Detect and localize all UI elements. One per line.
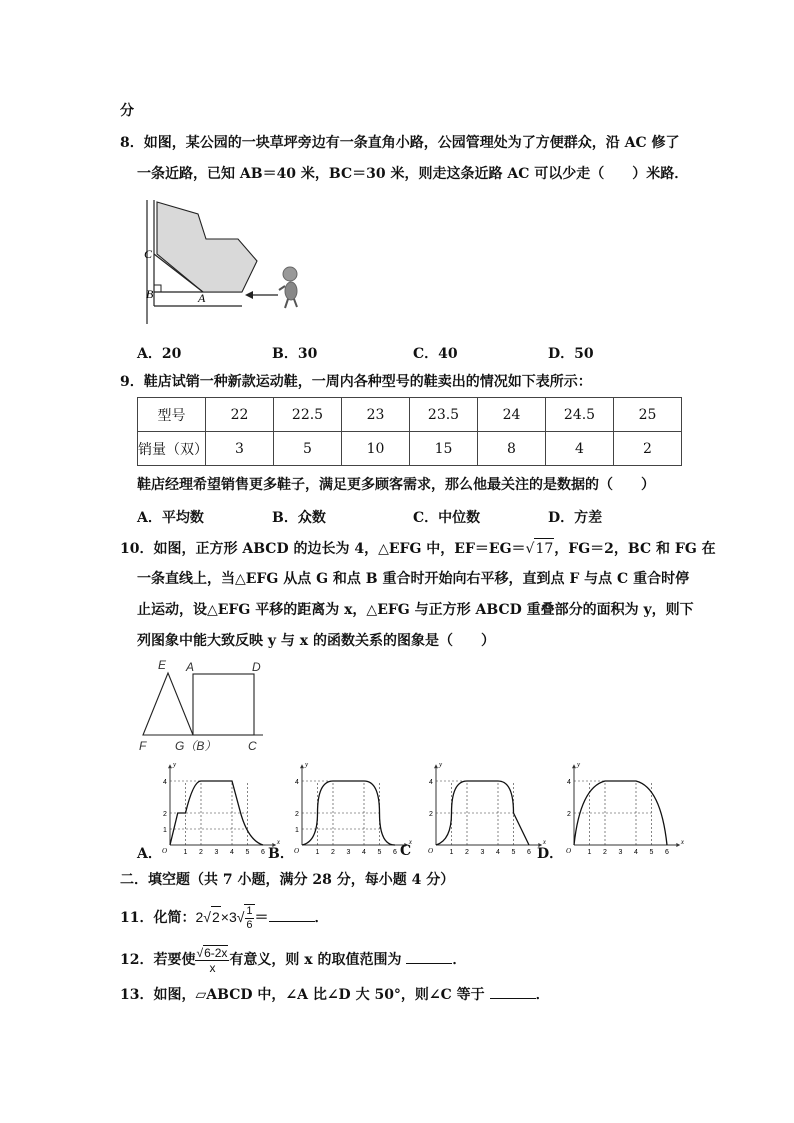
q10-stem-line3: 止运动，设△EFG 平移的距离为 x，△EFG 与正方形 ABCD 重叠部分的面积为 y，则下 xyxy=(137,602,694,618)
q9-size-cell: 25 xyxy=(614,398,682,432)
q11-line: 11．化简：2√2×3√ $\frac{1}{6}$ ＝ ． xyxy=(120,905,329,931)
q9-option-b[interactable]: B．众数 xyxy=(272,510,326,526)
q11-end: ． xyxy=(314,910,329,927)
q11-radicand: 2 xyxy=(211,906,221,927)
previous-question-fragment: 分 xyxy=(120,103,134,119)
q9-sales-cell: 2 xyxy=(614,432,682,466)
x-tick-label: 5 xyxy=(377,849,382,856)
q11-prefix: 11．化简： xyxy=(120,910,196,927)
origin-label: O xyxy=(566,847,572,855)
q9-size-row xyxy=(138,398,682,432)
q9-sales-cell: 10 xyxy=(342,432,410,466)
y-tick-label: 4 xyxy=(295,779,299,786)
y-axis-label: y xyxy=(577,760,581,769)
x-tick-label: 1 xyxy=(183,849,188,856)
x-tick-label: 2 xyxy=(199,849,203,856)
q10-option-d[interactable]: D． xyxy=(537,846,564,862)
q10-triangle-efg xyxy=(143,673,193,735)
q10-sqrt17: 17 xyxy=(534,538,554,559)
q13-answer-blank[interactable] xyxy=(490,986,536,999)
y-axis-label: y xyxy=(173,760,177,769)
x-axis-label: x xyxy=(680,838,684,846)
x-tick-label: 1 xyxy=(449,849,454,856)
x-tick-label: 3 xyxy=(214,849,219,856)
q10-label-e: E xyxy=(158,658,167,672)
q8-stem-line2: 一条近路，已知 AB＝40 米，BC＝30 米，则走这条近路 AC 可以少走（ ）米路． xyxy=(137,166,689,182)
q8-label-b: B xyxy=(146,287,154,301)
q9-stem: 9．鞋店试销一种新款运动鞋，一周内各种型号的鞋卖出的情况如下表所示： xyxy=(120,374,592,390)
q9-sales-cell: 4 xyxy=(546,432,614,466)
q8-person-icon xyxy=(279,267,297,308)
q13-end: ． xyxy=(535,987,550,1003)
q9-size-cell: 24 xyxy=(478,398,546,432)
x-tick-label: 5 xyxy=(245,849,250,856)
y-tick-label: 2 xyxy=(429,811,433,818)
q10-graph-b[interactable] xyxy=(292,760,412,858)
q10-label-c: C xyxy=(248,739,257,753)
q9-sales-cell: 3 xyxy=(206,432,274,466)
x-tick-label: 3 xyxy=(346,849,351,856)
x-axis-label: x xyxy=(408,838,412,846)
q9-option-a[interactable]: A．平均数 xyxy=(137,510,204,526)
x-tick-label: 6 xyxy=(665,849,669,856)
y-tick-label: 4 xyxy=(567,779,571,786)
q9-sales-cell: 15 xyxy=(410,432,478,466)
q9-sales-cell: 5 xyxy=(274,432,342,466)
q9-size-cell: 23.5 xyxy=(410,398,478,432)
y-tick-label: 1 xyxy=(295,827,299,834)
x-axis-label: x xyxy=(542,838,546,846)
x-tick-label: 6 xyxy=(527,849,531,856)
q8-option-a[interactable]: A．20 xyxy=(137,346,182,362)
q10-graph-a[interactable] xyxy=(160,760,280,858)
q10-option-b[interactable]: B． xyxy=(268,846,294,862)
q11-frac-den: 6 xyxy=(246,919,253,931)
q11-answer-blank[interactable] xyxy=(269,909,315,922)
q8-label-c: C xyxy=(144,247,153,261)
x-tick-label: 4 xyxy=(634,849,638,856)
x-tick-label: 6 xyxy=(261,849,265,856)
x-tick-label: 2 xyxy=(603,849,607,856)
q8-stem-line1: 8．如图，某公园的一块草坪旁边有一条直角小路，公园管理处为了方便群众，沿 AC 修了 xyxy=(120,135,680,151)
x-tick-label: 2 xyxy=(331,849,335,856)
q10-label-f: F xyxy=(139,739,147,753)
x-tick-label: 5 xyxy=(649,849,654,856)
origin-label: O xyxy=(294,847,300,855)
q9-question: 鞋店经理希望销售更多鞋子，满足更多顾客需求，那么他最关注的是数据的（ ） xyxy=(137,477,655,493)
y-tick-label: 4 xyxy=(429,779,433,786)
x-tick-label: 4 xyxy=(230,849,234,856)
q10-stem-line1-part2: ，FG＝2，BC 和 FG 在 xyxy=(554,541,716,557)
q8-park-figure xyxy=(140,196,315,326)
q8-label-a: A xyxy=(198,291,206,305)
y-axis-arrow xyxy=(168,764,172,768)
x-tick-label: 2 xyxy=(465,849,469,856)
q9-size-cell: 22.5 xyxy=(274,398,342,432)
x-tick-label: 1 xyxy=(587,849,592,856)
q8-lawn xyxy=(157,202,257,292)
x-axis-arrow xyxy=(676,843,680,847)
q12-prefix: 12．若要使 xyxy=(120,952,196,968)
q9-size-cell: 22 xyxy=(206,398,274,432)
y-axis-label: y xyxy=(305,760,309,769)
y-axis-label: y xyxy=(439,760,443,769)
q10-stem-line1-part1: 10．如图，正方形 ABCD 的边长为 4，△EFG 中，EF＝EG＝ xyxy=(120,541,526,557)
q10-square-abcd xyxy=(193,674,254,735)
y-tick-label: 2 xyxy=(567,811,571,818)
q8-option-c[interactable]: C．40 xyxy=(413,346,458,362)
q10-graph-d[interactable] xyxy=(564,760,684,858)
q13-text: 13．如图，▱ABCD 中，∠A 比∠D 大 50°，则∠C 等于 xyxy=(120,987,490,1003)
x-axis-label: x xyxy=(276,838,280,846)
q9-size-header: 型号 xyxy=(138,398,206,432)
q11-times: ×3 xyxy=(220,909,237,926)
q8-right-angle-mark xyxy=(154,285,161,292)
y-tick-label: 2 xyxy=(163,811,167,818)
q9-option-c[interactable]: C．中位数 xyxy=(413,510,481,526)
q12-denominator: x xyxy=(209,961,216,975)
q8-arrow-head xyxy=(245,291,253,299)
q12-suffix: 有意义，则 x 的取值范围为 xyxy=(229,952,407,968)
y-tick-label: 2 xyxy=(295,811,299,818)
q10-square-triangle-figure xyxy=(135,655,270,755)
q12-end: ． xyxy=(452,952,467,968)
y-axis-arrow xyxy=(572,764,576,768)
y-tick-label: 1 xyxy=(163,827,167,834)
q10-option-c[interactable]: C xyxy=(400,843,412,859)
origin-label: O xyxy=(162,847,168,855)
q10-stem-line2: 一条直线上，当△EFG 从点 G 和点 B 重合时开始向右平移，直到点 F 与点 C 重合时停 xyxy=(137,571,690,587)
q12-line: 12．若要使 $\frac{√6-2x}{x}$ 有意义，则 x 的取值范围为 ． xyxy=(120,946,467,975)
q10-stem-line4: 列图象中能大致反映 y 与 x 的函数关系的图象是（ ） xyxy=(137,633,495,649)
q10-label-a: A xyxy=(186,660,195,674)
y-tick-label: 4 xyxy=(163,779,167,786)
x-tick-label: 5 xyxy=(511,849,516,856)
q9-sales-header: 销量（双） xyxy=(138,432,206,466)
q9-sales-cell: 8 xyxy=(478,432,546,466)
q11-frac-num: 1 xyxy=(246,905,253,917)
q9-sales-table xyxy=(137,397,682,466)
q10-stem-line1: 10．如图，正方形 ABCD 的边长为 4，△EFG 中，EF＝EG＝√17，FG＝2，BC 和 FG 在 xyxy=(120,538,716,559)
q13-line xyxy=(120,985,550,1005)
origin-label: O xyxy=(428,847,434,855)
x-tick-label: 4 xyxy=(362,849,366,856)
section-2-heading: 二．填空题（共 7 小题，满分 28 分，每小题 4 分） xyxy=(120,872,455,888)
x-tick-label: 1 xyxy=(315,849,320,856)
q8-option-d[interactable]: D．50 xyxy=(548,346,594,362)
x-tick-label: 4 xyxy=(496,849,500,856)
y-axis-arrow xyxy=(300,764,304,768)
y-axis-arrow xyxy=(434,764,438,768)
function-curve xyxy=(170,781,263,845)
q11-coef: 2 xyxy=(195,909,204,926)
q9-size-cell: 24.5 xyxy=(546,398,614,432)
q10-label-d: D xyxy=(252,660,261,674)
q9-sales-row xyxy=(138,432,682,466)
x-tick-label: 3 xyxy=(480,849,485,856)
q9-size-cell: 23 xyxy=(342,398,410,432)
q12-answer-blank[interactable] xyxy=(406,951,452,964)
q8-option-b[interactable]: B．30 xyxy=(272,346,318,362)
q9-option-d[interactable]: D．方差 xyxy=(548,510,603,526)
x-tick-label: 6 xyxy=(393,849,397,856)
x-tick-label: 3 xyxy=(618,849,623,856)
q10-graph-c[interactable] xyxy=(426,760,546,858)
q11-equals: ＝ xyxy=(254,910,269,927)
q12-radicand: 6-2x xyxy=(204,946,228,960)
q10-label-gb: G（B） xyxy=(175,739,217,753)
q10-option-a[interactable]: A． xyxy=(137,846,162,862)
